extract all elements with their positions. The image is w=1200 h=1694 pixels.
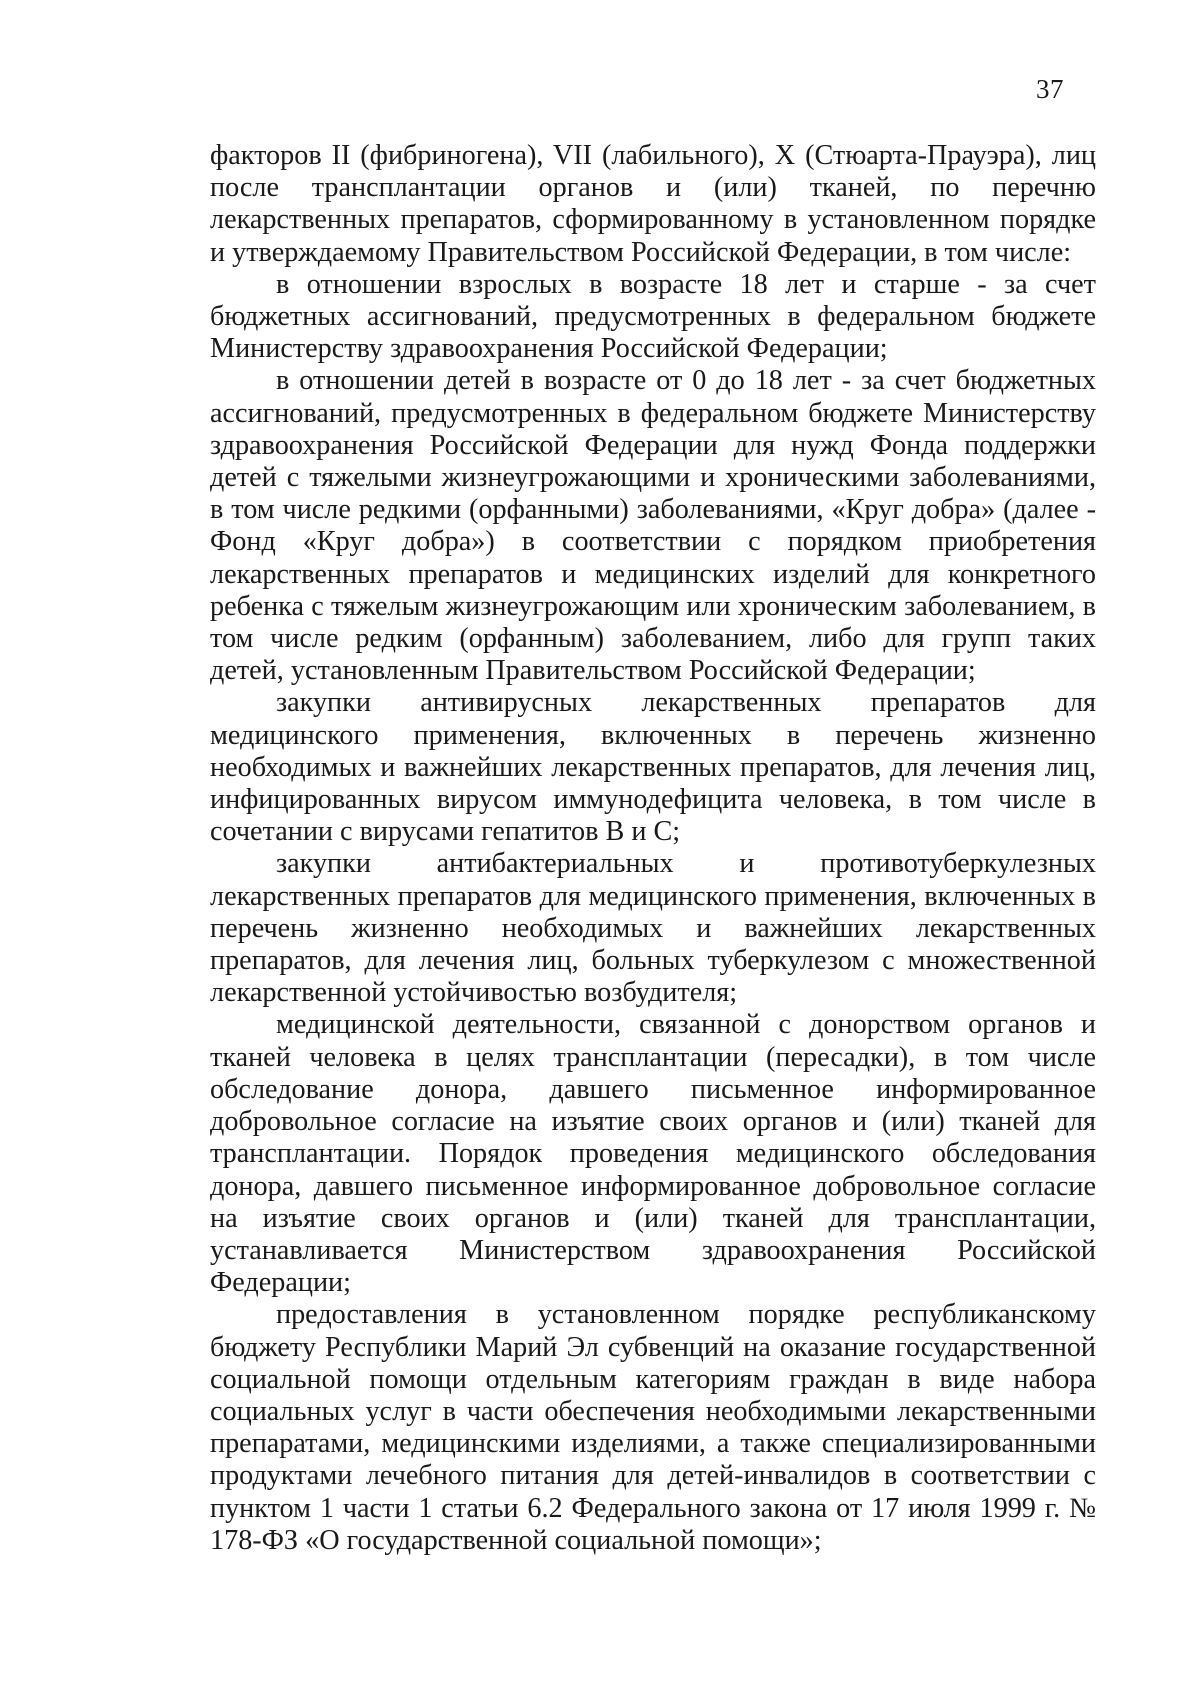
paragraph-mari-el-subventions: предоставления в установленном порядке республиканскому бюджету Республики Марий Эл субвенций на оказание государственной социальной помощи отдельным категориям граждан в виде набора социальных услуг в части обеспечения необходимыми лекарственными препаратами, медицинскими изделиями, а также специализированными продуктами лечебного питания для детей-инвалидов в соответствии с пунктом 1 части 1 статьи 6.2 Федерального закона от 17 июля 1999 г. № 178-ФЗ «О государственной социальной помощи»; (210, 1299, 1096, 1556)
paragraph-donation-activity: медицинской деятельности, связанной с донорством органов и тканей человека в целях трансплантации (пересадки), в том числе обследование донора, давшего письменное информированное добровольное согласие на изъятие своих органов и (или) тканей для трансплантации. Порядок проведения медицинского обследования донора, давшего письменное информированное добровольное согласие на изъятие своих органов и (или) тканей для трансплантации, устанавливается Министерством здравоохранения Российской Федерации; (210, 1009, 1096, 1299)
paragraph-adults-funding: в отношении взрослых в возрасте 18 лет и старше - за счет бюджетных ассигнований, предусмотренных в федеральном бюджете Министерству здравоохранения Российской Федерации; (210, 268, 1096, 365)
paragraph-antibacterial-procurement: закупки антибактериальных и противотуберкулезных лекарственных препаратов для медицинского применения, включенных в перечень жизненно необходимых и важнейших лекарственных препаратов, для лечения лиц, больных туберкулезом с множественной лекарственной устойчивостью возбудителя; (210, 848, 1096, 1009)
page-number: 37 (1036, 74, 1064, 104)
paragraph-antiviral-procurement: закупки антивирусных лекарственных препаратов для медицинского применения, включенных в перечень жизненно необходимых и важнейших лекарственных препаратов, для лечения лиц, инфицированных вирусом иммунодефицита человека, в том числе в сочетании с вирусами гепатитов B и C; (210, 687, 1096, 848)
paragraph-children-funding: в отношении детей в возрасте от 0 до 18 лет - за счет бюджетных ассигнований, предусмотренных в федеральном бюджете Министерству здравоохранения Российской Федерации для нужд Фонда поддержки детей с тяжелыми жизнеугрожающими и хроническими заболеваниями, в том числе редкими (орфанными) заболеваниями, «Круг добра» (далее - Фонд «Круг добра») в соответствии с порядком приобретения лекарственных препаратов и медицинских изделий для конкретного ребенка с тяжелым жизнеугрожающим или хроническим заболеванием, в том числе редким (орфанным) заболеванием, либо для групп таких детей, установленным Правительством Российской Федерации; (210, 365, 1096, 687)
paragraph-continued: факторов II (фибриногена), VII (лабильного), X (Стюарта-Прауэра), лиц после трансплантации органов и (или) тканей, по перечню лекарственных препаратов, сформированному в установленном порядке и утверждаемому Правительством Российской Федерации, в том числе: (210, 140, 1096, 268)
document-body (210, 140, 1096, 1557)
